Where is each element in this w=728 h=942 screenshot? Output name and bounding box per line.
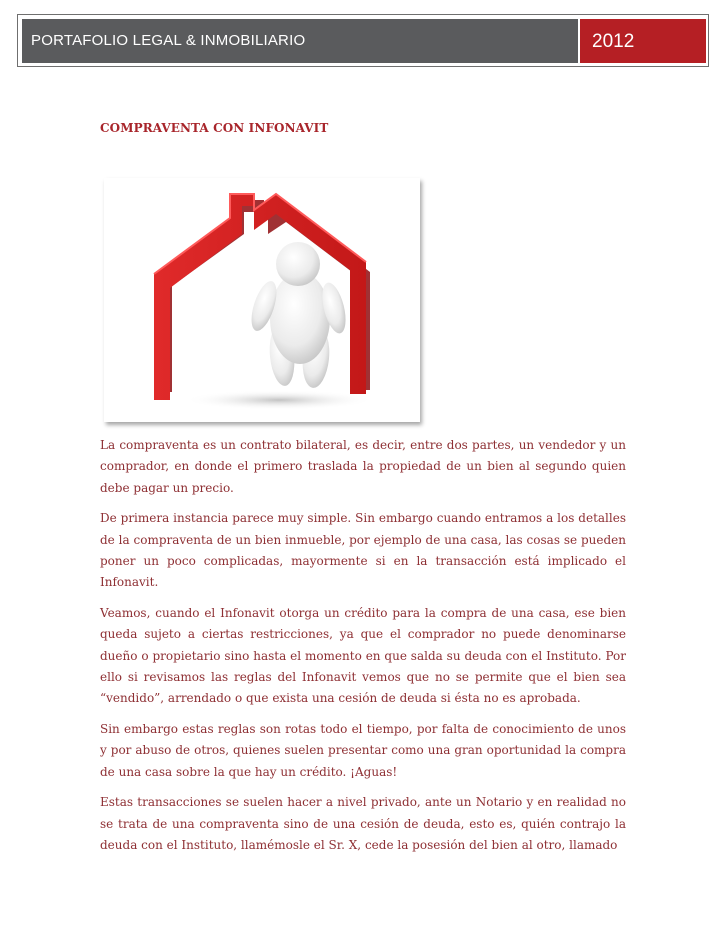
- header-year: 2012: [580, 19, 706, 63]
- house-illustration: [104, 178, 420, 422]
- page-header: [22, 19, 706, 63]
- article-body: [100, 435, 626, 865]
- paragraph: Estas transacciones se suelen hacer a nivel privado, ante un Notario y en realidad no se trata de una compraventa sino de una cesión de deuda, esto es, quién contrajo la deuda con el Instituto, llamémosle el Sr. X, cede la posesión del bien al otro, llamado: [100, 795, 626, 852]
- article-title: COMPRAVENTA CON INFONAVIT: [100, 121, 329, 135]
- paragraph: Sin embargo estas reglas son rotas todo el tiempo, por falta de conocimiento de unos y por abuso de otros, quienes suelen presentar como una gran oportunidad la compra de una casa sobre la que hay un crédito. ¡Aguas!: [100, 721, 626, 779]
- house-figure-icon: [104, 178, 420, 422]
- paragraph: De primera instancia parece muy simple. Sin embargo cuando entramos a los detalles de la compraventa de un bien inmueble, por ejemplo de una casa, las cosas se pueden poner un poco complicadas, mayormente si en la transacción está implicado el Infonavit.: [100, 511, 626, 590]
- paragraph: La compraventa es un contrato bilateral, es decir, entre dos partes, un vendedor y un comprador, en donde el primero traslada la propiedad de un bien al segundo quien debe pagar un precio.: [100, 438, 626, 495]
- header-title: PORTAFOLIO LEGAL & INMOBILIARIO: [22, 19, 578, 63]
- paragraph: Veamos, cuando el Infonavit otorga un crédito para la compra de una casa, ese bien queda sujeto a ciertas restricciones, ya que el comprador no puede denominarse dueño o propietario sino hasta el momento en que salda su deuda con el Instituto. Por ello si revisamos las reglas del Infonavit vemos que no se permite que el bien sea “vendido”, arrendado o que exista una cesión de deuda si ésta no es aprobada.: [100, 605, 626, 706]
